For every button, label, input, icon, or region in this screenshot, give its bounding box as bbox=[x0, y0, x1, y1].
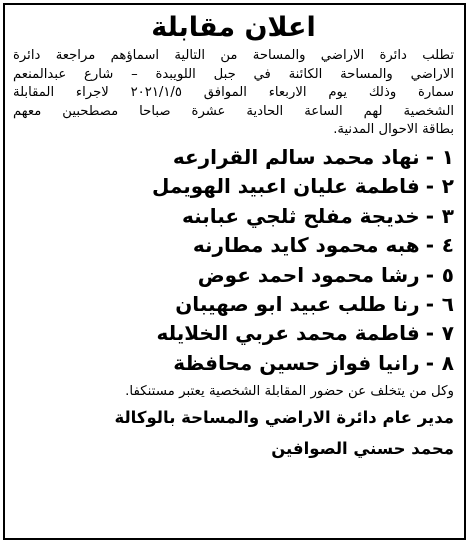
item-number: ٥ bbox=[441, 262, 454, 287]
item-number: ١ bbox=[441, 144, 454, 169]
candidate-name: خديجة مفلح ثلجي عبابنه bbox=[181, 203, 420, 228]
list-item bbox=[13, 290, 454, 319]
intro-line: الاراضي والمساحة الكائنة في جبل اللويبدة – شارع عبدالمنعم bbox=[13, 66, 454, 82]
signatory-title: مدير عام دائرة الاراضي والمساحة بالوكالة bbox=[114, 408, 454, 428]
intro-line: الشخصية لهم الساعة الحادية عشرة صباحا مصطحبين معهم bbox=[13, 103, 454, 119]
list-item bbox=[13, 231, 454, 260]
candidate-name: نهاد محمد سالم القرارعه bbox=[172, 144, 420, 169]
announcement-frame bbox=[3, 3, 466, 540]
item-number: ٨ bbox=[441, 350, 454, 375]
candidate-name: رشا محمود احمد عوض bbox=[197, 262, 420, 287]
item-separator: - bbox=[425, 233, 434, 258]
candidate-name: فاطمة محمد عربي الخلايله bbox=[156, 321, 420, 346]
item-separator: - bbox=[425, 174, 434, 199]
announcement-title: اعلان مقابلة bbox=[151, 12, 316, 43]
item-separator: - bbox=[425, 203, 434, 228]
item-number: ٤ bbox=[441, 233, 454, 258]
item-number: ٦ bbox=[441, 292, 454, 316]
item-separator: - bbox=[425, 321, 434, 346]
intro-line: سمارة وذلك يوم الاربعاء الموافق ٢٠٢١/١/٥ لاجراء المقابلة bbox=[13, 85, 454, 101]
item-number: ٢ bbox=[441, 174, 454, 199]
intro-line: بطاقة الاحوال المدنية. bbox=[333, 122, 454, 138]
item-number: ٧ bbox=[441, 321, 454, 346]
item-separator: - bbox=[425, 292, 434, 316]
list-item bbox=[13, 143, 454, 172]
list-item bbox=[13, 319, 454, 348]
candidate-name: رنا طلب عبيد ابو صهيبان bbox=[175, 292, 420, 316]
signature-block bbox=[13, 402, 454, 464]
absence-note: وكل من يتخلف عن حضور المقابلة الشخصية يعتبر مستنكفا. bbox=[125, 384, 454, 400]
list-item bbox=[13, 172, 454, 201]
intro-paragraph bbox=[13, 47, 454, 140]
list-item bbox=[13, 261, 454, 290]
item-separator: - bbox=[425, 262, 434, 287]
signatory-name: محمد حسني الصوافين bbox=[271, 439, 454, 459]
list-item bbox=[13, 202, 454, 231]
item-separator: - bbox=[425, 350, 434, 375]
candidate-list bbox=[13, 143, 454, 378]
item-number: ٣ bbox=[441, 203, 454, 228]
list-item bbox=[13, 349, 454, 378]
candidate-name: فاطمة عليان اعبيد الهويمل bbox=[151, 174, 420, 199]
intro-line: تطلب دائرة الاراضي والمساحة من التالية اسماؤهم مراجعة دائرة bbox=[13, 48, 454, 63]
candidate-name: رانيا فواز حسين محافظة bbox=[173, 350, 420, 375]
item-separator: - bbox=[425, 144, 434, 169]
candidate-name: هبه محمود كايد مطارنه bbox=[192, 233, 420, 258]
